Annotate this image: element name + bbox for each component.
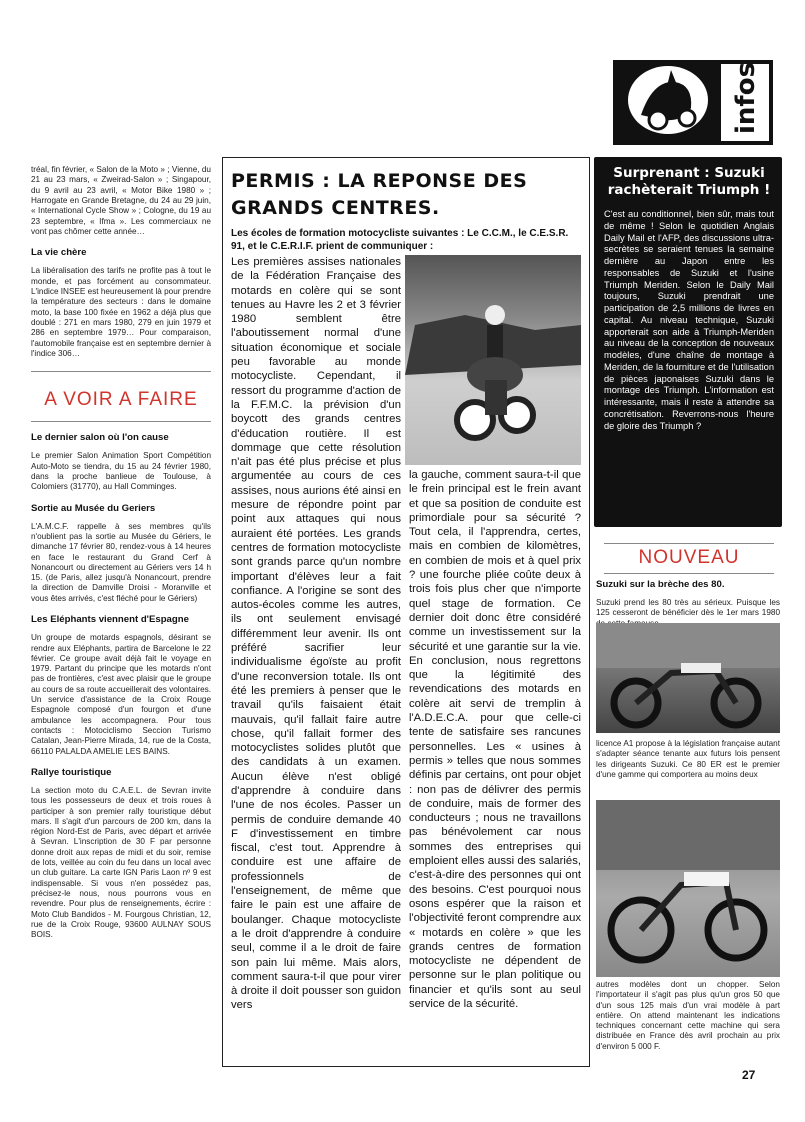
infos-logo-text: infos <box>731 61 761 134</box>
suzuki-triumph-box <box>594 157 782 527</box>
geriers-heading: Sortie au Musée du Geriers <box>31 502 156 514</box>
suzuki-triumph-title: Surprenant : Suzuki rachèterait Triumph ! <box>607 165 771 198</box>
rider-photo <box>405 255 581 465</box>
suzuki-photo-1 <box>596 623 780 733</box>
suzuki-triumph-text: C'est au conditionnel, bien sûr, mais tout de même ! Selon le quotidien Anglais Daily Mail et l'AFP, des discussions ultra-secrètes se seraient tenues la semaine dernière au Japon entre les responsables de Suzuki et l'usine Triumph Meriden. Selon le Daily Mail toujours, Suzuki prendrait une participation de 2,5 millions de livres en capital. Au niveau technique, Suzuki apporterait son aide à Triumph-Meriden au niveau de la conception de nouveaux modèles, d'une chaîne de montage à Meriden, de la fourniture et de l'utilisation de pièces japonaises Suzuki dans le montage des Triumph. L'information est intéressante, mais il reste à attendre sa concrétisation. Reverrons-nous l'heure de gloire des Triumph ? <box>604 209 774 431</box>
permis-title: PERMIS : LA REPONSE DES GRANDS CENTRES. <box>231 170 528 219</box>
vie-chere-text: La libéralisation des tarifs ne profite pas à tout le monde, et pas forcément au consommateur. L'indice INSEE est heureusement là pour prendre la température des secteurs : dans le domaine moto, la base 100 fixée en 1962 a déjà plus que doublé : 271 en mars 1980, 279 en juin 1979 et 286 en septembre 1979… Pour comparaison, l'automobile française est en septembre dernier à l'indice 306… <box>31 266 211 358</box>
suzuki-photo-2 <box>596 800 780 977</box>
elephants-heading: Les Eléphants viennent d'Espagne <box>31 614 189 626</box>
a-voir-rule-bottom <box>31 421 211 422</box>
infos-logo <box>613 60 773 145</box>
salon-intro-text: tréal, fin février, « Salon de la Moto » ; Vienne, du 21 au 23 mars, « Zweirad-Salon » ; Singapour, du 9 avril au 23 avril, « Motor Bike 1980 » ; Harrogate en Grande Bretagne, du 24 au 29 juin, « International Cycle Show » ; Cologne, du 19 au 23 septembre, « Ifma ». Les commerciaux ne vont pas chômer cette année… <box>31 165 211 236</box>
left-column <box>31 157 211 949</box>
permis-article <box>222 157 590 1067</box>
a-voir-rule <box>31 371 211 372</box>
salon-text: Le premier Salon Animation Sport Compétition Auto-Moto se tiendra, du 15 au 24 février 1980, dans la proche banlieue de Toulouse, à Colomiers (31770), au Hall Comminges. <box>31 451 211 492</box>
suzuki-heading: Suzuki sur la brèche des 80. <box>596 579 725 590</box>
rallye-text: La section moto du C.A.E.L. de Sevran invite tous les possesseurs de deux et trois roues à participer à son premier rally touristique début mars. Il s'agit d'un parcours de 200 km, dans la région Nord-Est de Paris, avec départ et arrivée à Sevran. L'inscription de 30 F par personne donne droit aux repas de midi et du soir, remise de lots, veillée au coin du feu dans un local avec un club guitare. La carte IGN Paris Laon nº 9 est indispensable. Si vous n'en possédez pas, précisez-le nous, nous pourrons vous en revendre. Pour plus de renseignements, écrire : Moto Club Bandidos - M. Fourgous Christian, 12, rue de la Croix Rouge, 93600 AULNAY SOUS BOIS. <box>31 786 211 940</box>
page-number: 27 <box>742 1068 756 1082</box>
permis-lead: Les écoles de formation motocycliste suivantes : Le C.C.M., le C.E.S.R. 91, et le C.E.R.I.F. prient de communiquer : <box>231 228 569 252</box>
suzuki-text-2: licence A1 propose à la législation française autant s'adapter séance tenante aux futurs lois pensent les dirigeants Suzuki. Ce 80 ER est le premier d'une gamme qui comportera au moins deux <box>596 739 780 779</box>
rallye-heading: Rallye touristique <box>31 766 112 778</box>
vie-chere-heading: La vie chère <box>31 247 87 259</box>
permis-col1: Les premières assises nationales de la Fédération Française des motards en colère qui se sont tenues au Havre les 2 et 3 février 1980 semblent être l'aboutissement normal d'une situation économique et sociale peu favorable au monde motocycliste. Cependant, il ressort du programme d'action de la F.F.M.C. la prévision d'un boycott des grands centres d'éducation routière. Il est dommage que cette résolution n'ait pas été plus précise et plus argumentée au cours de ces assises, nous aurions été ainsi en mesure de répondre point par point aux attaques qui nous auraient été portées. Les grands centres de formation motocycliste sont grands parce qu'un nombre important d'élèves leur a fait confiance. A l'origine se sont des autos-écoles comme les autres, ils ont seulement envisagé différemment leur avenir. Ils ont préféré sacrifier leur individualisme égoïste au profit d'une reconversion totale. Ils ont été les premiers à penser que le travail qu'ils faisaient était mauvais, qu'il fallait faire autre chose, qu'il fallait former des motocyclistes solides plutôt que des candidats à un examen. Aucun élève n'est obligé d'apprendre à conduire dans l'une de nos écoles. Passer un permis de conduire demande 40 F d'investissement en timbre fiscal, c'est tout. Apprendre à conduire est une affaire de professionnels de l'enseignement, de même que faire le pain est une affaire de boulanger. Chaque motocycliste a le droit d'apprendre à conduire seul, comme il a le droit de faire son pain lui même. Mais alors, comment saura-t-il que pour virer à droite il doit pousser son guidon vers <box>231 256 401 1012</box>
geriers-text: L'A.M.C.F. rappelle à ses membres qu'ils n'oublient pas la sortie au Musée du Gériers, le dimanche 17 février 80, rendez-vous à 14 heures en face le restaurant du Grand Cerf à Nonancourt ou directement au Gériers vers 14 h 15. (de Paris, allez jusqu'à Nonancourt, prendre la direction de Damville Droisi - Moranville et vous êtes arrivés, c'est fléché pour le Gériers) <box>31 521 211 603</box>
permis-col2: la gauche, comment saura-t-il que le frein principal est le frein avant et que sa position de conduite est primordiale pour sa sécurité ? Tout cela, il l'apprendra, certes, mais en combien de kilomètres, en combien de mois et à quel prix ? une fourche pliée coûte deux à trois fois plus cher que n'importe quel stage de formation. Ce dernier doit donc être considéré comme un investissement sur la sécurité et une garantie sur la vie. En conclusion, nous regrettons que la légitimité des revendications des motards en colère ait servi de tremplin à l'A.D.E.C.A. pour que celle-ci tente de satisfaire ses rancunes personnelles. Les « usines à permis » telles que nous sommes définis par certains, ont pour objet : non pas de délivrer des permis de conduire, mais de former des conducteurs ; nous ne travaillons pas bénévolement car nous sommes des entreprises qui emploient elles aussi des salariés, c'est-à-dire des personnes qui ont des besoins. C'est pourquoi nous osons espérer que la raison et l'objectivité feront comprendre aux « motards en colère » que les grands centres de formation motocycliste ne dépendent de personne sur le plan politique ou financier et qu'ils sont au seul service de la sécurité. <box>409 469 581 1010</box>
nouveau-rule-bottom <box>604 573 774 574</box>
nouveau-heading: NOUVEAU <box>638 547 740 568</box>
nouveau-rule-top <box>604 543 774 544</box>
a-voir-a-faire-heading: A VOIR A FAIRE <box>44 389 198 411</box>
suzuki-text-3: autres modèles dont un chopper. Selon l'importateur il s'agit pas plus qu'un gros 50 que d'un sous 125 mais d'un vrai modèle à part entière. On attend maintenant les indications techniques concernant cette machine qui sera distribuée en France dès avril prochain au prix d'environ 5 000 F. <box>596 980 780 1051</box>
suzuki-text-1: Suzuki prend les 80 très au sérieux. Puisque les 125 cesseront de bénéficier dès le 1er mars 1980 <box>596 598 780 618</box>
salon-heading: Le dernier salon où l'on cause <box>31 432 169 444</box>
elephants-text: Un groupe de motards espagnols, désirant se rendre aux Eléphants, partira de Barcelone le 22 février. Ce groupe avait déjà fait le voyage en 1979. Partant du principe que les motards n'ont pas de frontières, c'est avec plaisir que le groupe au cours de sa route accueillerait des volontaires. Un service d'assistance de la Croix Rouge Espagnole composé d'un fourgon et d'une ambulance les accompagnera. Pour tous contacts : Motociclismo Seccion Turismo Catalan, Jean-Pierre Mirada, 14, rue de la Costa, 66110 PALALDA AMELIE LES BAINS. <box>31 633 211 756</box>
